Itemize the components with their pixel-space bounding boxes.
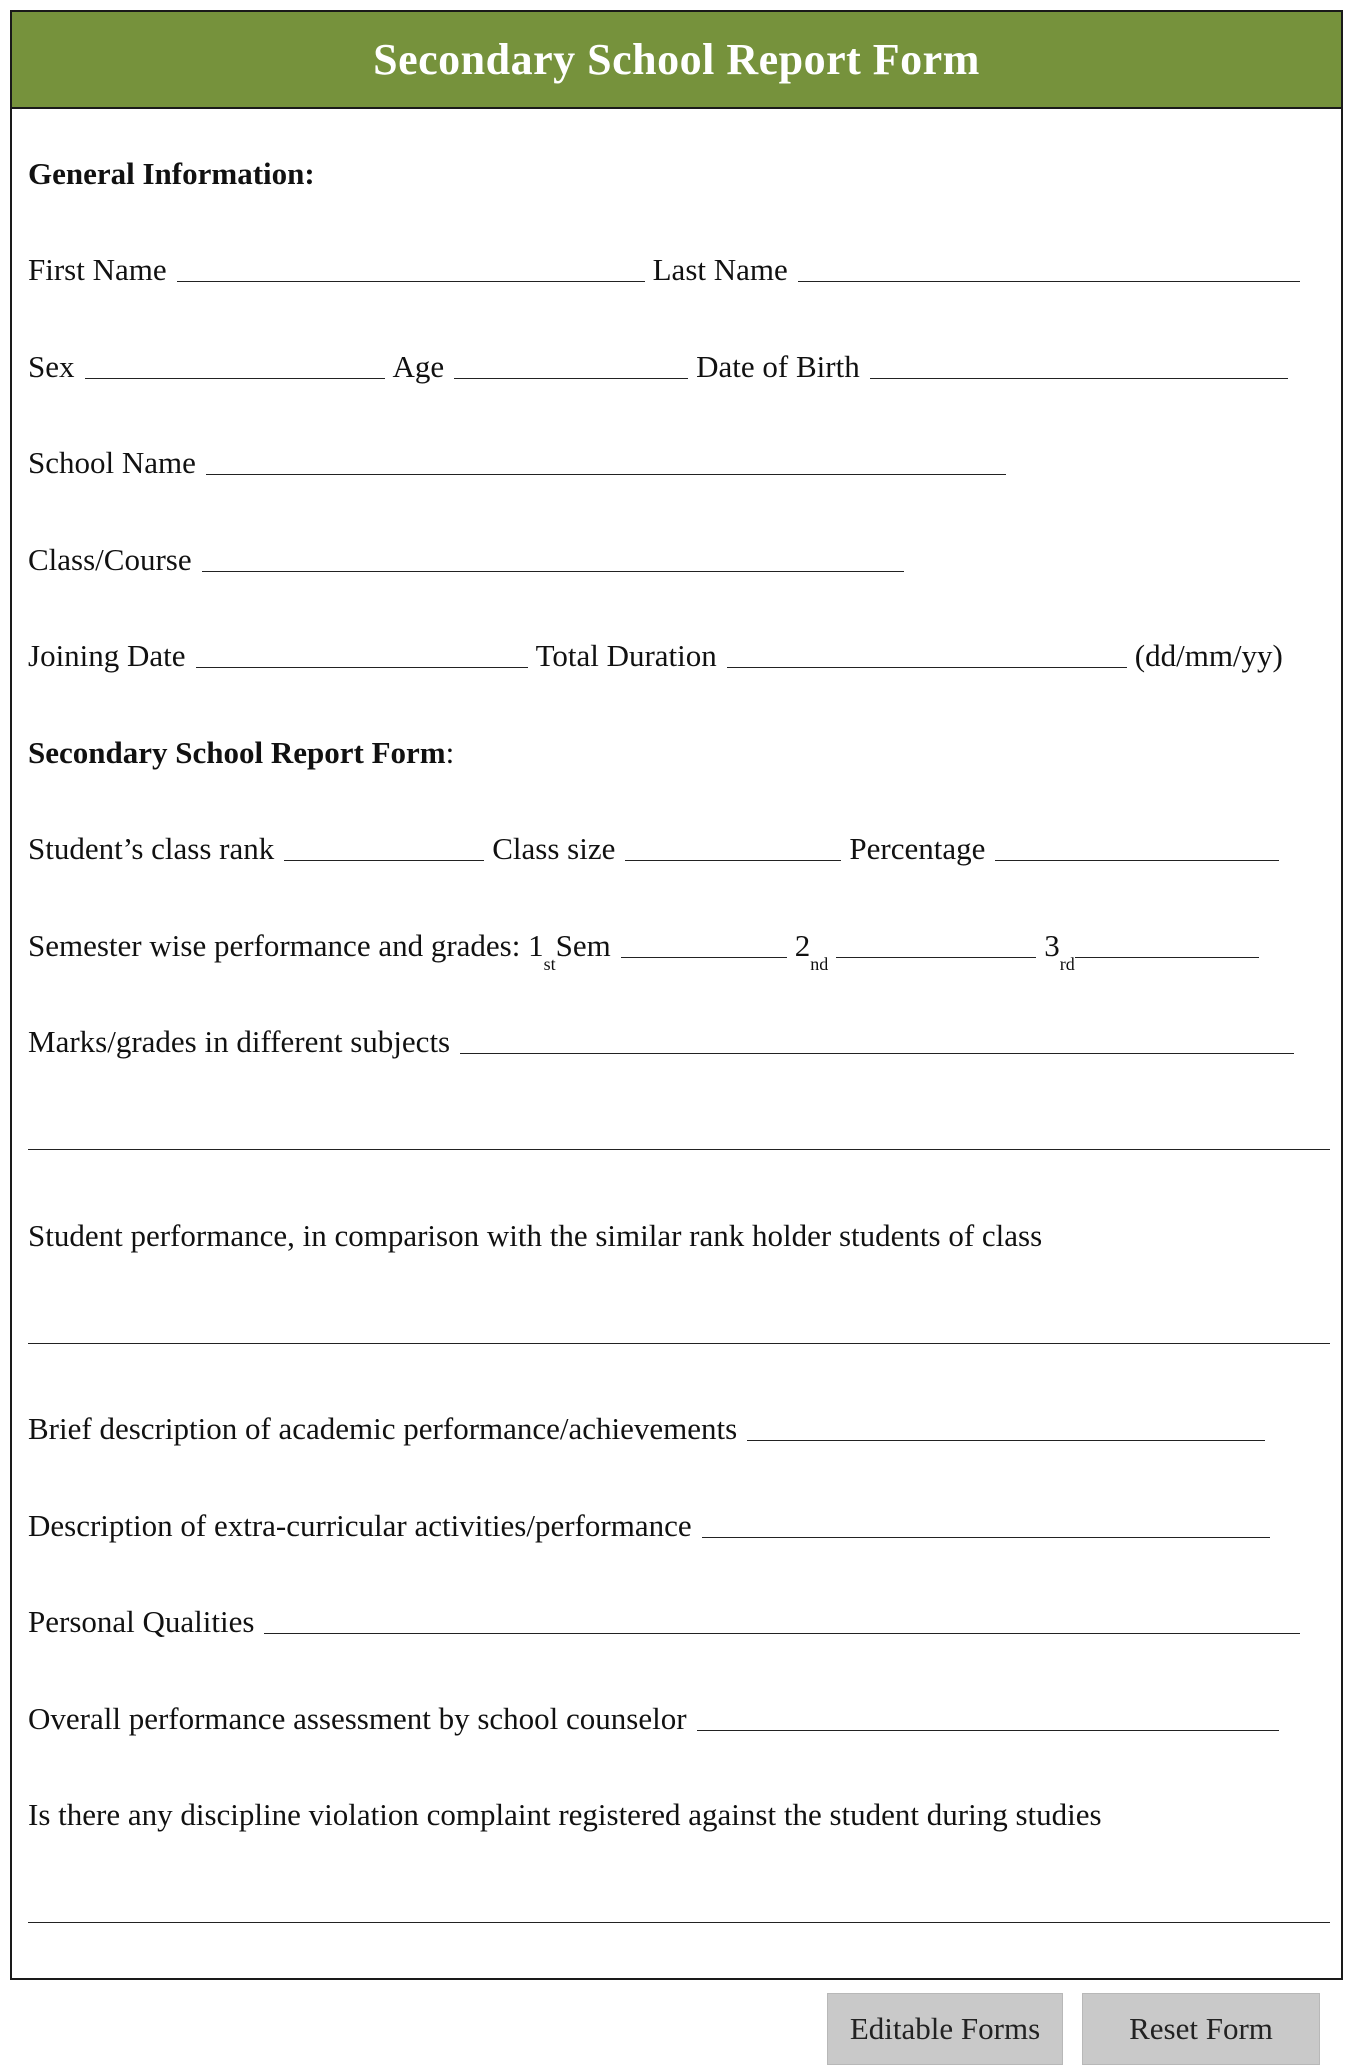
- sex-label: Sex: [28, 349, 75, 384]
- percentage-label: Percentage: [849, 831, 986, 866]
- sem3-field[interactable]: [1075, 956, 1259, 958]
- joining-date-field[interactable]: [196, 666, 528, 668]
- first-name-label: First Name: [28, 252, 167, 287]
- joining-date-label: Joining Date: [28, 638, 186, 673]
- comparison-row: [28, 1214, 1338, 1254]
- general-info-heading: General Information:: [28, 156, 315, 191]
- total-duration-label: Total Duration: [535, 638, 717, 673]
- sex-field[interactable]: [85, 377, 385, 379]
- semester-row: Semester wise performance and grades: 1 st Sem 2 nd 3 rd: [28, 924, 1338, 964]
- editable-forms-button[interactable]: Editable Forms: [827, 1993, 1063, 2065]
- discipline-line[interactable]: [28, 1922, 1330, 1923]
- personal-qualities-field[interactable]: [264, 1632, 1300, 1634]
- brief-label: Brief description of academic performance/achievements: [28, 1411, 738, 1446]
- personal-qualities-label: Personal Qualities: [28, 1604, 255, 1639]
- sex-age-dob-row: [28, 345, 1338, 385]
- dob-label: Date of Birth: [696, 349, 860, 384]
- marks-row: [28, 1020, 1338, 1060]
- personal-qualities-row: [28, 1600, 1338, 1640]
- report-heading: Secondary School Report Form: [28, 735, 446, 770]
- dob-field[interactable]: [870, 377, 1288, 379]
- class-course-label: Class/Course: [28, 542, 192, 577]
- class-course-row: [28, 538, 1338, 578]
- class-course-field[interactable]: [202, 570, 904, 572]
- extracurricular-field[interactable]: [702, 1536, 1270, 1538]
- total-duration-field[interactable]: [727, 666, 1127, 668]
- date-format-hint: (dd/mm/yy): [1134, 638, 1283, 673]
- reset-form-button[interactable]: Reset Form: [1082, 1993, 1320, 2065]
- extracurricular-label: Description of extra-curricular activities/performance: [28, 1508, 692, 1543]
- class-size-field[interactable]: [625, 859, 841, 861]
- school-name-label: School Name: [28, 445, 196, 480]
- overall-label: Overall performance assessment by school counselor: [28, 1701, 687, 1736]
- discipline-label: Is there any discipline violation complaint registered against the student during studies: [28, 1797, 1102, 1832]
- class-size-label: Class size: [492, 831, 616, 866]
- marks-extra-line[interactable]: [28, 1149, 1330, 1150]
- report-heading-row: [28, 731, 1338, 771]
- age-field[interactable]: [454, 377, 688, 379]
- discipline-row: [28, 1793, 1338, 1833]
- school-name-row: [28, 441, 1338, 481]
- form-frame: [10, 10, 1343, 1980]
- overall-field[interactable]: [697, 1729, 1279, 1731]
- sem1-suffix: Sem: [555, 928, 611, 963]
- brief-row: [28, 1407, 1338, 1447]
- marks-field[interactable]: [460, 1052, 1294, 1054]
- rank-row: [28, 827, 1338, 867]
- sem3-label: 3: [1044, 928, 1060, 963]
- class-rank-field[interactable]: [284, 859, 484, 861]
- joining-row: [28, 634, 1338, 674]
- sem2-label: 2: [794, 928, 811, 963]
- age-label: Age: [392, 349, 445, 384]
- extracurricular-row: [28, 1504, 1338, 1544]
- sem1-field[interactable]: [621, 956, 787, 958]
- class-rank-label: Student’s class rank: [28, 831, 275, 866]
- comparison-line[interactable]: [28, 1343, 1330, 1344]
- school-name-field[interactable]: [206, 473, 1006, 475]
- last-name-field[interactable]: [798, 280, 1300, 282]
- marks-label: Marks/grades in different subjects: [28, 1024, 451, 1059]
- percentage-field[interactable]: [995, 859, 1279, 861]
- name-row: [28, 248, 1338, 288]
- form-title: Secondary School Report Form: [12, 12, 1341, 109]
- report-heading-colon: :: [445, 735, 455, 770]
- general-info-row: [28, 152, 1338, 192]
- overall-row: [28, 1697, 1338, 1737]
- last-name-label: Last Name: [652, 252, 788, 287]
- first-name-field[interactable]: [177, 280, 645, 282]
- comparison-label: Student performance, in comparison with the similar rank holder students of class: [28, 1218, 1043, 1253]
- brief-field[interactable]: [747, 1439, 1265, 1441]
- semester-label: Semester wise performance and grades: 1: [28, 928, 544, 963]
- sem2-field[interactable]: [836, 956, 1036, 958]
